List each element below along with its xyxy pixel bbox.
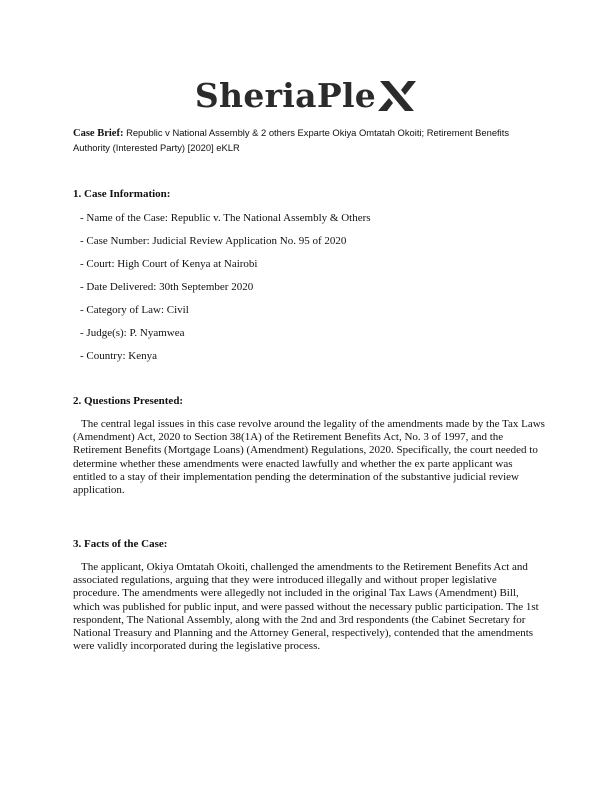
- list-item: - Country: Kenya: [80, 350, 157, 362]
- list-item: - Judge(s): P. Nyamwea: [80, 327, 185, 339]
- sheriaplex-logo: [0, 76, 612, 118]
- list-item: - Case Number: Judicial Review Application No. 95 of 2020: [80, 235, 347, 247]
- x-mark-icon: [377, 78, 417, 119]
- case-brief-label: Case Brief:: [73, 128, 124, 139]
- logo-wordmark: SheriaPle: [194, 76, 377, 115]
- list-item: - Category of Law: Civil: [80, 304, 189, 316]
- facts-paragraph: The applicant, Okiya Omtatah Okoiti, challenged the amendments to the Retirement Benefits Act and associated regulations, arguing that they were introduced illegally and without proper legislative procedure. The amendments were allegedly not included in the original Tax Laws (Amendment) Bill, which was published for public input, and were passed without the necessary public participation. The 1st respondent, The National Assembly, along with the 2nd and 3rd respondents (the Cabinet Secretary for National Treasury and Planning and the Attorney General, respectively), contended that the amendments were validly incorporated during the legislative process.: [73, 561, 539, 653]
- case-brief: [73, 126, 543, 155]
- section-title-questions-presented: 2. Questions Presented:: [73, 395, 184, 407]
- questions-presented-paragraph: The central legal issues in this case revolve around the legality of the amendments made by the Tax Laws (Amendment) Act, 2020 to Section 38(1A) of the Retirement Benefits Act, No. 3 of 1997, and the Retirement Benefits (Mortgage Loans) (Amendment) Regulations, 2020. Specifically, the court needed to determine whether these amendments were enacted lawfully and whether the ex parte applicant was entitled to a stay of their implementation pending the determination of the substantive judicial review application.: [73, 418, 545, 497]
- section-title-facts: 3. Facts of the Case:: [73, 538, 168, 550]
- case-information-list: [80, 211, 371, 372]
- section-title-case-information: 1. Case Information:: [73, 188, 171, 200]
- case-brief-text: Republic v National Assembly & 2 others Exparte Okiya Omtatah Okoiti; Retirement Benefits Authority (Interested Party) [2020] eKLR: [73, 127, 510, 153]
- list-item: - Name of the Case: Republic v. The National Assembly & Others: [80, 212, 371, 224]
- list-item: - Court: High Court of Kenya at Nairobi: [80, 258, 258, 270]
- list-item: - Date Delivered: 30th September 2020: [80, 281, 254, 293]
